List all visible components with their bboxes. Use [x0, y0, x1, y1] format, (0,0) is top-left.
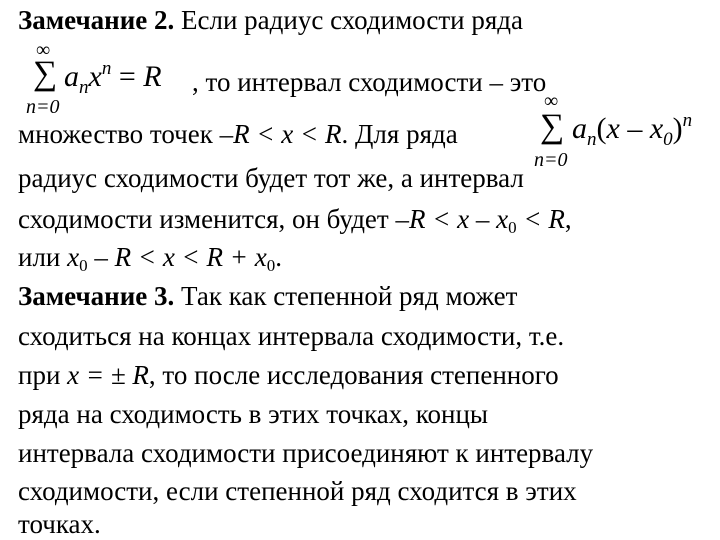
remark2-line6-sub2: 0 [266, 256, 276, 275]
remark2-line5-sub: 0 [508, 218, 517, 237]
remark2-heading: Замечание 2. [18, 5, 175, 35]
remark2-line1 [18, 4, 523, 36]
series2-sigma: ∑ [540, 108, 565, 145]
series2-a: a [572, 112, 587, 145]
series2-x0-sub: 0 [663, 129, 673, 150]
remark3-line3-pre: при [18, 360, 68, 390]
remark2-line5-math1: –R < x – x [395, 204, 509, 234]
series2-open-paren: ( [596, 112, 607, 145]
series2-lower-limit: n=0 [534, 149, 568, 171]
series2-x: x [606, 112, 620, 145]
remark2-line5-math2: < R [516, 204, 565, 234]
series1-sigma: ∑ [33, 55, 58, 92]
remark3-line5: интервала сходимости присоединяют к интервалу [18, 438, 594, 468]
series2-upper-limit: ∞ [544, 90, 559, 112]
remark3-line7: точках. [18, 509, 101, 539]
remark2-line3-math: –R < x < R [219, 119, 342, 149]
series2-expression [572, 112, 692, 150]
remark2-line4: радиус сходимости будет тот же, а интервал [18, 163, 524, 193]
remark2-line6-math: – R < x < R + x [87, 242, 267, 272]
remark3-line4: ряда на сходимость в этих точках, концы [18, 399, 489, 429]
series2-minus: – [619, 112, 650, 145]
remark2-line6-pre: или [18, 242, 68, 272]
remark2-line3-rest: . Для ряда [341, 119, 458, 149]
series1-expression [64, 60, 162, 98]
remark2-line3 [18, 118, 458, 150]
remark2-line2: , то интервал сходимости – это [192, 67, 547, 97]
remark2-line6-x: x [67, 242, 80, 272]
remark2-line6 [18, 241, 282, 273]
series2-x0: x [649, 112, 664, 145]
remark2-line6-end: . [275, 242, 282, 272]
remark3-line1-text: Так как степенной ряд может [174, 281, 518, 311]
series2-close-paren: ) [672, 112, 683, 145]
series1-x: x [88, 60, 102, 93]
series1-a: a [64, 60, 79, 93]
remark3-line3-math: x = ± R [67, 360, 149, 390]
remark3-line3-rest: , то после исследования степенного [148, 360, 559, 390]
series1-a-sub: n [79, 77, 89, 98]
remark2-line5-end: , [564, 204, 572, 234]
remark2-line1-text: Если радиус сходимости ряда [174, 5, 523, 35]
series1-x-sup: n [101, 58, 112, 79]
series2-a-sub: n [587, 129, 597, 150]
remark3-line6: сходимости, если степенной ряд сходится в этих [18, 476, 577, 506]
series1-upper-limit: ∞ [36, 39, 51, 61]
remark3-heading: Замечание 3. [18, 281, 175, 311]
remark2-line3-text: множество точек [18, 119, 220, 149]
remark3-line3 [18, 359, 559, 391]
series2-sup: n [682, 110, 693, 131]
remark2-line6-sub1: 0 [79, 256, 88, 275]
remark2-line5-text: сходимости изменится, он будет [18, 204, 396, 234]
series1-R: R [143, 60, 162, 93]
series1-equals: = [111, 60, 144, 93]
remark3-line1 [18, 280, 517, 312]
series1-lower-limit: n=0 [26, 96, 60, 118]
remark2-line5 [18, 203, 572, 235]
remark3-line2: сходиться на концах интервала сходимости, т.е. [18, 321, 565, 351]
